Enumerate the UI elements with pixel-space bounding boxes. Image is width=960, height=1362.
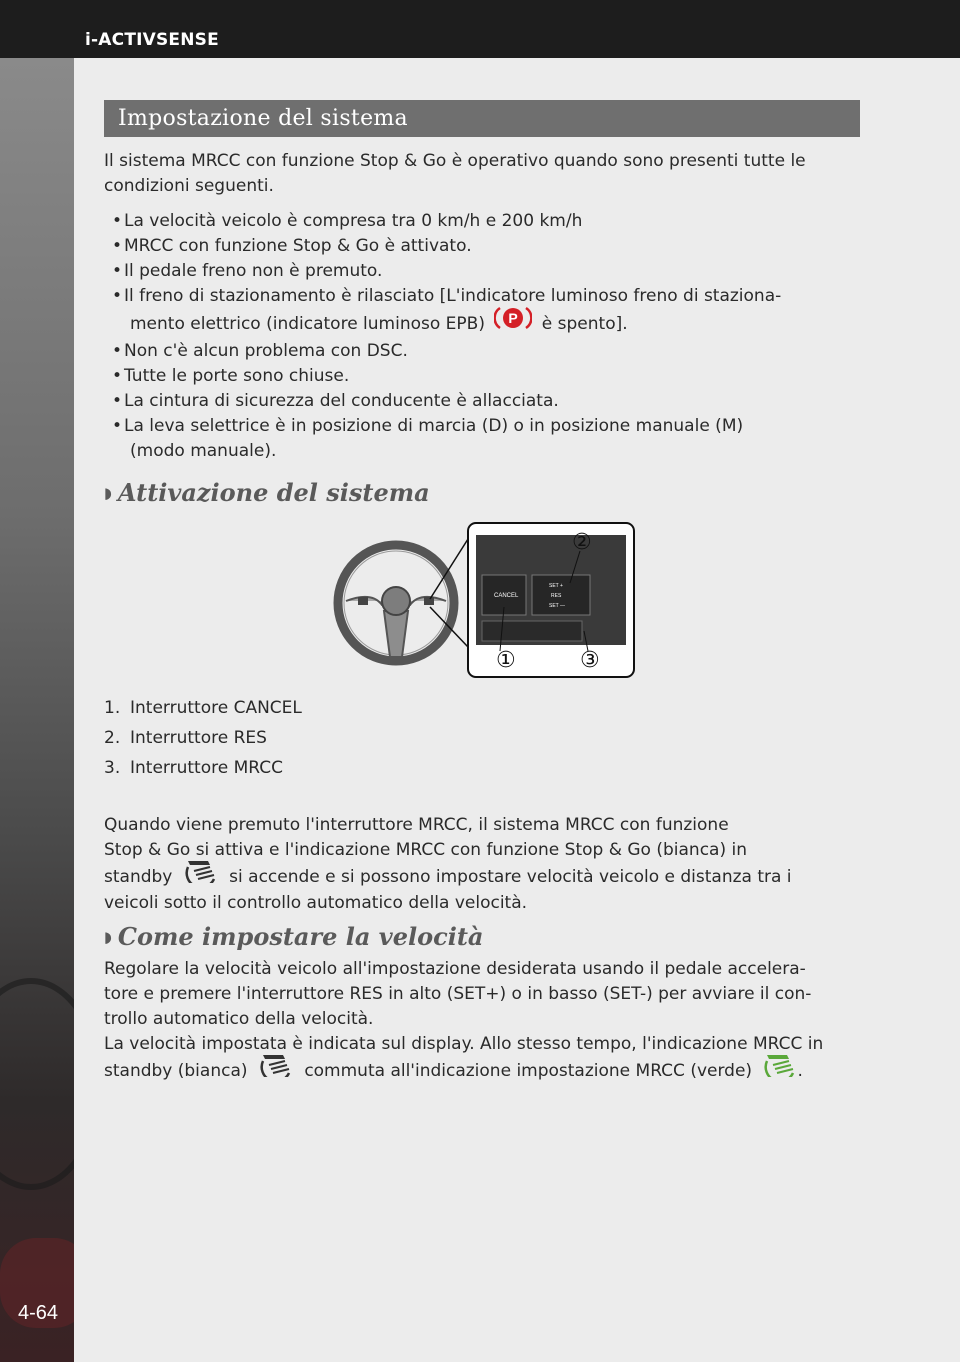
mrcc-set-green-icon (763, 1051, 797, 1085)
steering-switch-figure (332, 521, 636, 681)
legend-item: 2. Interruttore RES (104, 728, 267, 748)
callout-1: ① (496, 648, 516, 673)
section-name: i-ACTIVSENSE (85, 30, 219, 50)
svg-text:SET +: SET + (549, 583, 563, 589)
conditions-list (104, 209, 860, 464)
epb-warning-icon (494, 305, 532, 339)
svg-text:CANCEL: CANCEL (494, 593, 519, 599)
heading-marker-icon: ◗ (104, 927, 112, 946)
condition-item: • MRCC con funzione Stop & Go è attivato. (112, 236, 472, 256)
steering-wheel-shape (0, 978, 74, 1190)
callout-2: ② (572, 530, 592, 555)
figure-legend (104, 693, 860, 783)
activation-paragraph: Quando viene premuto l'interruttore MRCC, il sistema MRCC con funzione Stop & Go si attiva e l'indicazione MRCC con funzione Stop & Go (bianca) in standby si accende e si possono impostare velocità veicolo e distanza tra i veicoli sotto il controllo automatico della velocità. (104, 815, 792, 913)
legend-item: 1. Interruttore CANCEL (104, 698, 302, 718)
subsection-speed-heading: ◗ Come impostare la velocità (104, 922, 484, 951)
page-header (0, 0, 960, 58)
intro-text: Il sistema MRCC con funzione Stop & Go è operativo quando sono presenti tutte le condizioni seguenti. (104, 151, 806, 196)
condition-item: • Non c'è alcun problema con DSC. (112, 341, 408, 361)
condition-item: • Tutte le porte sono chiuse. (112, 366, 350, 386)
svg-text:RES: RES (551, 593, 562, 599)
sidebar-photo (0, 58, 74, 1362)
subsection-activation-heading: ◗ Attivazione del sistema (104, 478, 430, 507)
callout-3: ③ (580, 648, 600, 673)
svg-text:P: P (508, 310, 519, 326)
condition-item: • La velocità veicolo è compresa tra 0 km/h e 200 km/h (112, 211, 583, 231)
page-number: 4-64 (18, 1302, 59, 1324)
condition-item: • Il pedale freno non è premuto. (112, 261, 383, 281)
speed-paragraph: Regolare la velocità veicolo all'impostazione desiderata usando il pedale accelera- tore e premere l'interruttore RES in alto (SET+) o in basso (SET-) per avviare il con- trollo automatico della velocità. La velocità impostata è indicata sul display. Allo stesso tempo, l'indicazione MRCC in standby (bianca) commuta all'indicazione impostazione MRCC (verde) . (104, 957, 860, 1085)
main-content (104, 100, 860, 1085)
condition-item: • La cintura di sicurezza del conducente è allacciata. (112, 391, 559, 411)
condition-item-lever: • La leva selettrice è in posizione di marcia (D) o in posizione manuale (M) (modo manuale). (112, 416, 744, 461)
section-title: Impostazione del sistema (104, 100, 860, 137)
condition-item-epb: • Il freno di stazionamento è rilasciato [L'indicatore luminoso freno di staziona- mento elettrico (indicatore luminoso EPB) P è spento]. (112, 284, 860, 339)
mrcc-standby-white-icon (259, 1051, 293, 1085)
heading-marker-icon: ◗ (104, 483, 112, 502)
svg-text:SET —: SET — (549, 603, 566, 609)
mrcc-standby-white-icon (184, 857, 218, 891)
legend-item: 3. Interruttore MRCC (104, 758, 283, 778)
